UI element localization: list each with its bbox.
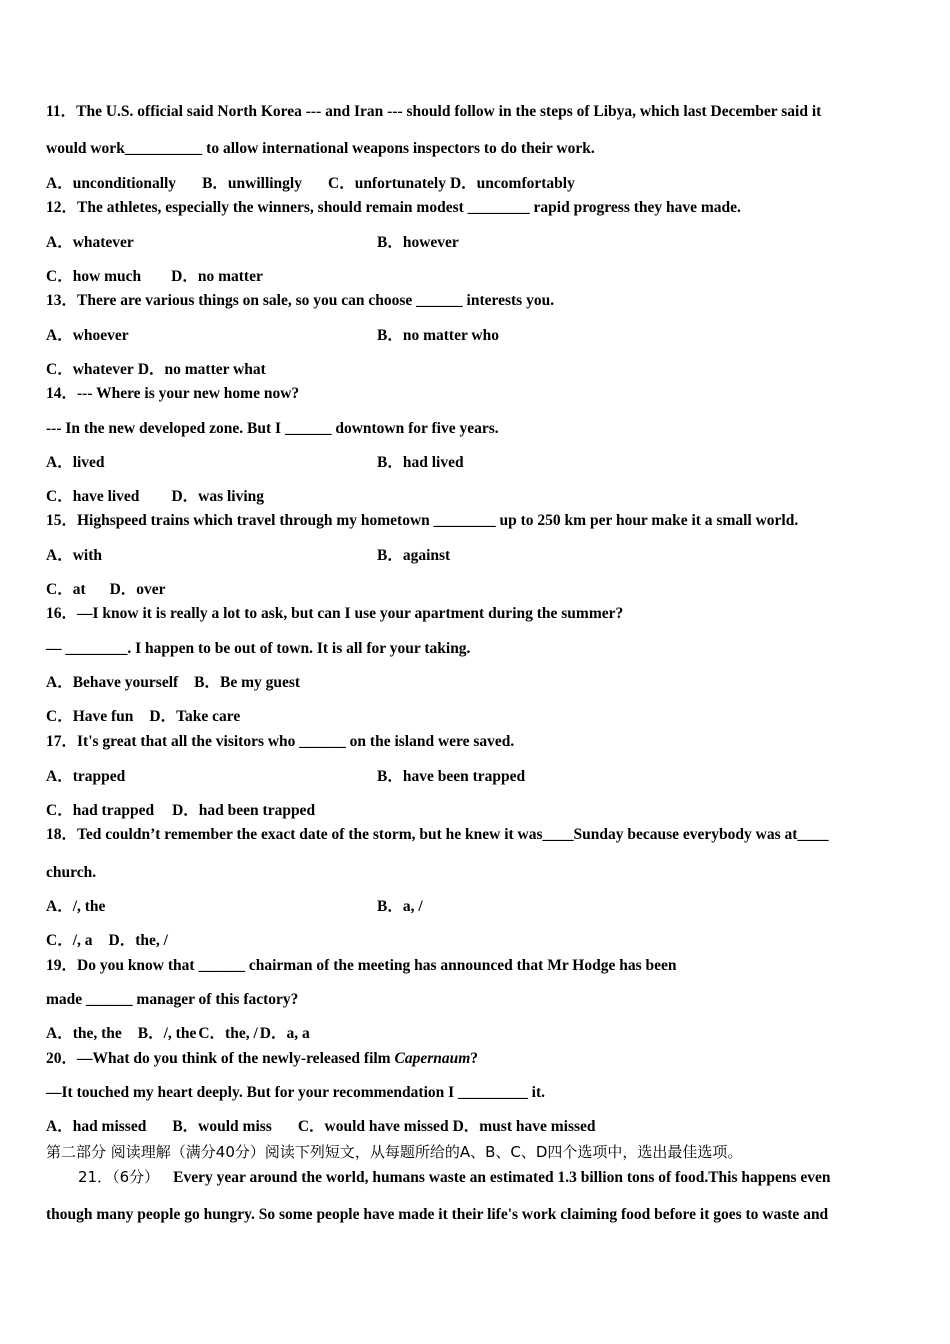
- q20-option-b[interactable]: B．would miss: [172, 1118, 272, 1135]
- q13-option-a[interactable]: A．whoever: [46, 327, 129, 344]
- q20-stem-line2: —It touched my heart deeply. But for your recommendation I _________ it.: [46, 1084, 545, 1101]
- q20-stem: [46, 1049, 478, 1069]
- q21-line1: [78, 1167, 831, 1188]
- q17-option-c[interactable]: C．had trapped: [46, 802, 155, 819]
- q21-number: 21．（6分）: [78, 1168, 160, 1186]
- q16-options-cd: [46, 707, 240, 727]
- q20-film-title: Capernaum: [394, 1050, 471, 1067]
- q19-option-b[interactable]: B．/, the: [137, 1025, 197, 1042]
- q14-option-a[interactable]: A．lived: [46, 454, 105, 471]
- q12-stem: 12．The athletes, especially the winners, should remain modest ________ rapid progress they have made.: [46, 199, 741, 216]
- q17-option-a[interactable]: A．trapped: [46, 768, 126, 785]
- q17-stem: 17．It's great that all the visitors who ______ on the island were saved.: [46, 733, 515, 750]
- q11-stem-line2: would work__________ to allow international weapons inspectors to do their work.: [46, 140, 595, 157]
- q15-stem: 15．Highspeed trains which travel through my hometown ________ up to 250 km per hour make it a small world.: [46, 512, 799, 529]
- q15-option-c[interactable]: C．at: [46, 581, 86, 598]
- q18-options-cd: [46, 931, 168, 951]
- q17-option-b[interactable]: B．have been trapped: [377, 768, 526, 785]
- q15-option-b[interactable]: B．against: [377, 547, 451, 564]
- q15-option-d[interactable]: D．over: [109, 581, 166, 598]
- q19-stem-line2: made ______ manager of this factory?: [46, 991, 299, 1008]
- q19-stem-line1: 19．Do you know that ______ chairman of the meeting has announced that Mr Hodge has been: [46, 957, 677, 974]
- q19-option-d[interactable]: D．a, a: [259, 1025, 310, 1042]
- q20-stem-text: 20．—What do you think of the newly-released film: [46, 1050, 395, 1067]
- q12-option-c[interactable]: C．how much: [46, 268, 142, 285]
- q12-option-d[interactable]: D．no matter: [171, 268, 263, 285]
- q17-option-d[interactable]: D．had been trapped: [172, 802, 316, 819]
- q21-text-line2: though many people go hungry. So some people have made it their life's work claiming food before it goes to waste and: [46, 1206, 829, 1223]
- q11-option-d[interactable]: D．uncomfortably: [449, 175, 575, 192]
- q20-option-d[interactable]: D．must have missed: [452, 1118, 596, 1135]
- q11-option-a[interactable]: A．unconditionally: [46, 175, 177, 192]
- q13-option-d[interactable]: D．no matter what: [137, 361, 266, 378]
- part2-heading: 第二部分 阅读理解（满分40分）阅读下列短文，从每题所给的A、B、C、D四个选项中，选出最佳选项。: [46, 1143, 743, 1161]
- q16-option-d[interactable]: D．Take care: [149, 708, 241, 725]
- q12-option-b[interactable]: B．however: [377, 234, 459, 251]
- q18-stem-line2: church.: [46, 864, 97, 881]
- q18-option-a[interactable]: A．/, the: [46, 898, 106, 915]
- q16-option-c[interactable]: C．Have fun: [46, 708, 134, 725]
- q13-options-cd: [46, 360, 266, 380]
- q13-option-b[interactable]: B．no matter who: [377, 327, 499, 344]
- q14-options-cd: [46, 487, 264, 507]
- q20-option-a[interactable]: A．had missed: [46, 1118, 147, 1135]
- q20-option-c[interactable]: C．would have missed: [297, 1118, 449, 1135]
- q19-option-c[interactable]: C．the, /: [198, 1025, 258, 1042]
- q14-option-c[interactable]: C．have lived: [46, 488, 140, 505]
- q12-options-cd: [46, 267, 263, 287]
- q17-options-cd: [46, 801, 315, 821]
- q11-options: [46, 174, 575, 194]
- q20-options: [46, 1117, 596, 1137]
- q18-option-b[interactable]: B．a, /: [377, 898, 423, 915]
- q19-option-a[interactable]: A．the, the: [46, 1025, 122, 1042]
- q14-stem-line2: --- In the new developed zone. But I ______ downtown for five years.: [46, 420, 499, 437]
- q12-option-a[interactable]: A．whatever: [46, 234, 134, 251]
- q16-stem: 16．—I know it is really a lot to ask, but can I use your apartment during the summer?: [46, 605, 624, 622]
- q19-options: [46, 1024, 310, 1044]
- q18-stem-line1: 18．Ted couldn’t remember the exact date of the storm, but he knew it was____Sunday because everybody was at____: [46, 826, 829, 843]
- q20-stem-end: ?: [470, 1050, 479, 1067]
- q15-option-a[interactable]: A．with: [46, 547, 102, 564]
- q21-text-line1: Every year around the world, humans waste an estimated 1.3 billion tons of food.This happens even: [173, 1169, 831, 1186]
- q14-option-d[interactable]: D．was living: [171, 488, 265, 505]
- q13-stem: 13．There are various things on sale, so you can choose ______ interests you.: [46, 292, 555, 309]
- q14-stem: 14．--- Where is your new home now?: [46, 385, 300, 402]
- q13-option-c[interactable]: C．whatever: [46, 361, 134, 378]
- q15-options-cd: [46, 580, 166, 600]
- q18-option-c[interactable]: C．/, a: [46, 932, 93, 949]
- q11-option-c[interactable]: C．unfortunately: [328, 175, 446, 192]
- q11-stem-line1: 11．The U.S. official said North Korea --- and Iran --- should follow in the steps of Libya, which last December said it: [46, 103, 822, 120]
- q11-option-b[interactable]: B．unwillingly: [202, 175, 302, 192]
- q16-options-ab: [46, 673, 300, 693]
- q18-option-d[interactable]: D．the, /: [108, 932, 168, 949]
- q16-stem-line2: — ________. I happen to be out of town. It is all for your taking.: [46, 640, 471, 657]
- q16-option-b[interactable]: B．Be my guest: [194, 674, 301, 691]
- q16-option-a[interactable]: A．Behave yourself: [46, 674, 179, 691]
- q14-option-b[interactable]: B．had lived: [377, 454, 464, 471]
